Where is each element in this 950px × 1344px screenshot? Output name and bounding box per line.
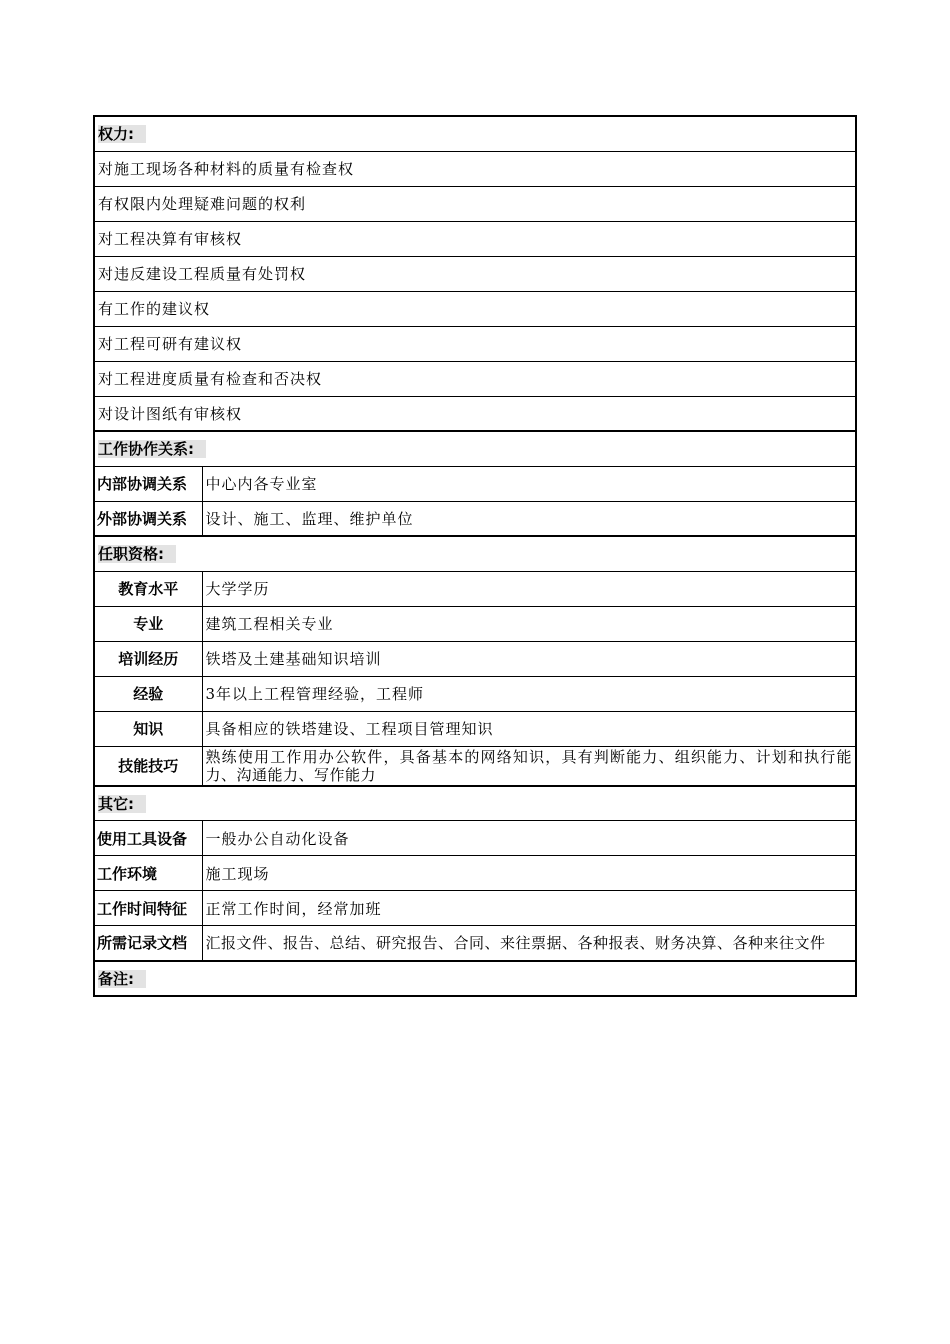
qualifications-row: [94, 641, 856, 676]
authority-section-header: [94, 116, 856, 151]
other-row: [94, 821, 856, 856]
other-row: [94, 926, 856, 961]
row-value: 铁塔及土建基础知识培训: [202, 641, 856, 676]
other-title: 其它:: [98, 795, 146, 813]
qualifications-title: 任职资格:: [98, 545, 176, 563]
remarks-title: 备注:: [98, 970, 146, 988]
row-value: 施工现场: [202, 856, 856, 891]
other-section-header: [94, 786, 856, 821]
authority-item: 对违反建设工程质量有处罚权: [94, 256, 856, 291]
row-label: 专业: [94, 606, 202, 641]
row-label: 工作时间特征: [94, 891, 202, 926]
authority-row: [94, 151, 856, 186]
row-label: 所需记录文档: [94, 926, 202, 961]
row-value: 汇报文件、报告、总结、研究报告、合同、来往票据、各种报表、财务决算、各种来往文件: [202, 926, 856, 961]
authority-item: 有权限内处理疑难问题的权利: [94, 186, 856, 221]
authority-row: [94, 361, 856, 396]
row-label: 经验: [94, 676, 202, 711]
authority-row: [94, 396, 856, 431]
authority-row: [94, 221, 856, 256]
authority-item: 对设计图纸有审核权: [94, 396, 856, 431]
row-value: 正常工作时间，经常加班: [202, 891, 856, 926]
other-row: [94, 891, 856, 926]
row-value: 3年以上工程管理经验，工程师: [202, 676, 856, 711]
authority-item: 对工程进度质量有检查和否决权: [94, 361, 856, 396]
row-label: 内部协调关系: [94, 466, 202, 501]
qualifications-row: [94, 606, 856, 641]
qualifications-row: [94, 746, 856, 786]
authority-row: [94, 186, 856, 221]
job-description-table: [93, 115, 857, 997]
row-label: 技能技巧: [94, 746, 202, 786]
qualifications-row: [94, 571, 856, 606]
other-row: [94, 856, 856, 891]
relations-section-header: [94, 431, 856, 466]
row-value: 大学学历: [202, 571, 856, 606]
row-label: 工作环境: [94, 856, 202, 891]
authority-item: 对工程可研有建议权: [94, 326, 856, 361]
qualifications-row: [94, 676, 856, 711]
relations-row: [94, 466, 856, 501]
authority-item: 对工程决算有审核权: [94, 221, 856, 256]
row-value: 具备相应的铁塔建设、工程项目管理知识: [202, 711, 856, 746]
authority-row: [94, 256, 856, 291]
row-label: 外部协调关系: [94, 501, 202, 536]
row-label: 培训经历: [94, 641, 202, 676]
row-value: 中心内各专业室: [202, 466, 856, 501]
qualifications-section-header: [94, 536, 856, 571]
authority-item: 对施工现场各种材料的质量有检查权: [94, 151, 856, 186]
row-label: 知识: [94, 711, 202, 746]
row-value: 设计、施工、监理、维护单位: [202, 501, 856, 536]
authority-title: 权力:: [98, 125, 146, 143]
remarks-section-header: [94, 961, 856, 996]
authority-item: 有工作的建议权: [94, 291, 856, 326]
relations-title: 工作协作关系:: [98, 440, 206, 458]
authority-row: [94, 291, 856, 326]
qualifications-row: [94, 711, 856, 746]
row-value: 建筑工程相关专业: [202, 606, 856, 641]
relations-row: [94, 501, 856, 536]
row-label: 教育水平: [94, 571, 202, 606]
row-value: 熟练使用工作用办公软件，具备基本的网络知识，具有判断能力、组织能力、计划和执行能力、沟通能力、写作能力: [202, 746, 856, 786]
row-value: 一般办公自动化设备: [202, 821, 856, 856]
authority-row: [94, 326, 856, 361]
row-label: 使用工具设备: [94, 821, 202, 856]
